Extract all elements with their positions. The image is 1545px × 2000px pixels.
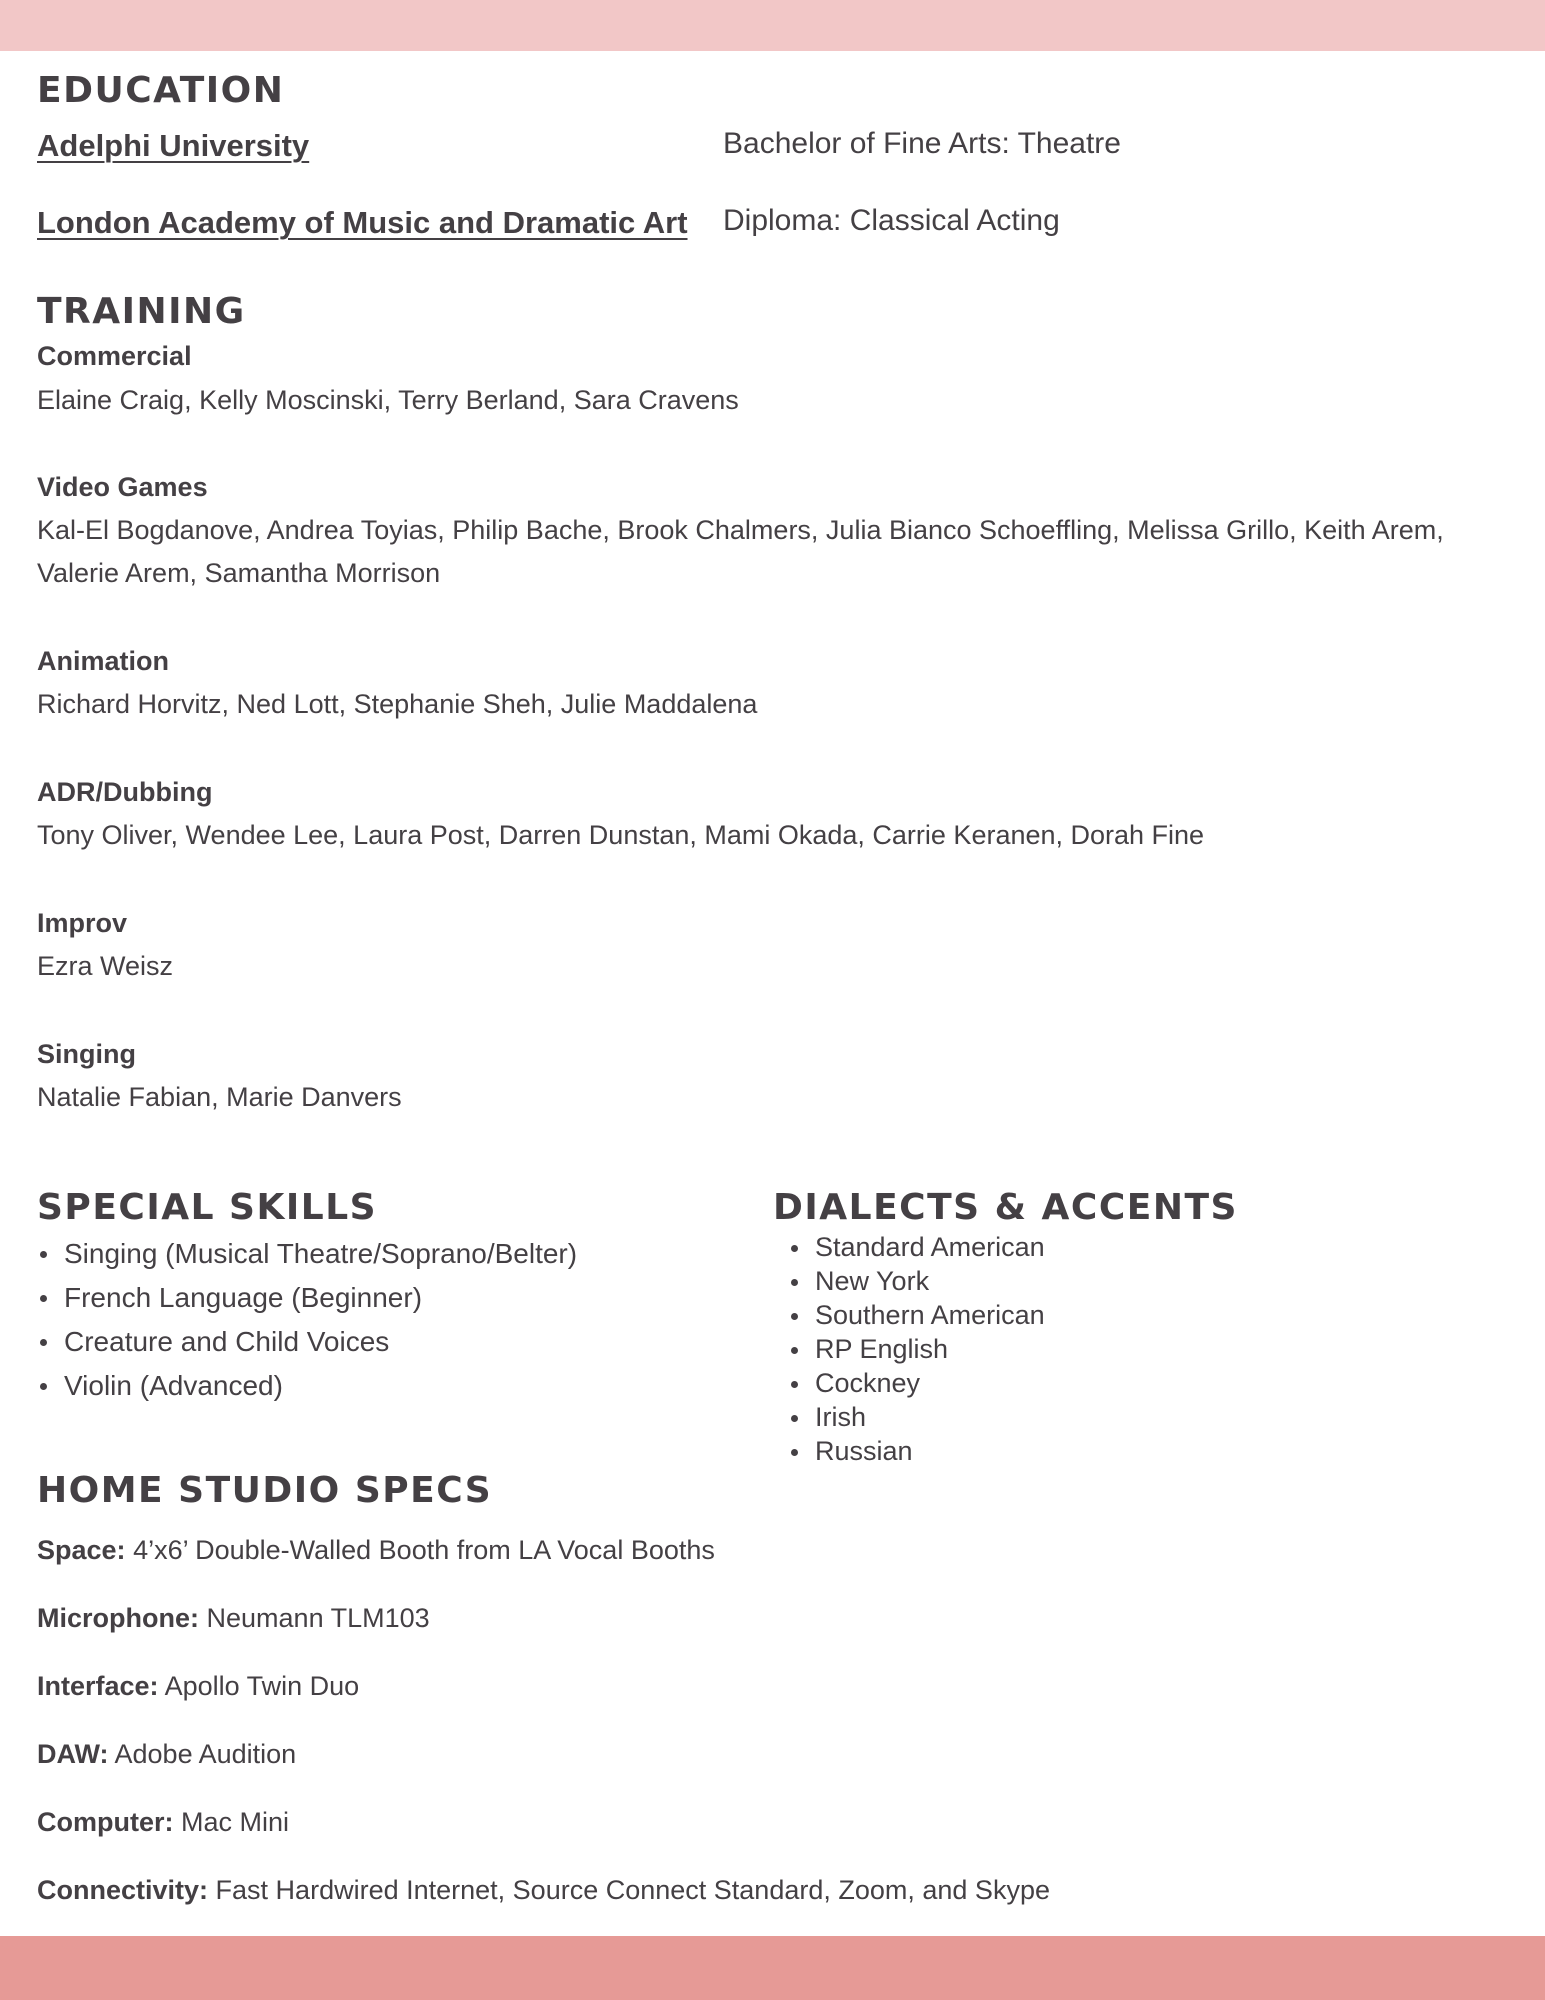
spec-value: Fast Hardwired Internet, Source Connect Standard, Zoom, and Skype [215, 1875, 1050, 1905]
list-item: Creature and Child Voices [37, 1320, 577, 1364]
spec-daw [37, 1741, 296, 1768]
training-category-title: Animation [37, 646, 169, 676]
list-item: RP English [773, 1332, 1045, 1366]
spec-label: Microphone: [37, 1603, 199, 1633]
special-skills-heading: SPECIAL SKILLS [37, 1187, 378, 1228]
school-adelphi-link[interactable]: Adelphi University [37, 128, 310, 163]
dialects-heading: DIALECTS & ACCENTS [773, 1187, 1238, 1228]
spec-microphone [37, 1605, 430, 1632]
list-item: Russian [773, 1434, 1045, 1468]
spec-label: Computer: [37, 1807, 174, 1837]
list-item: Standard American [773, 1230, 1045, 1264]
spec-label: Interface: [37, 1671, 159, 1701]
training-category-names: Elaine Craig, Kelly Moscinski, Terry Berland, Sara Cravens [37, 385, 739, 415]
training-category-names: Ezra Weisz [37, 951, 174, 981]
education-heading: EDUCATION [37, 70, 285, 111]
spec-computer [37, 1809, 289, 1836]
dialects-list [773, 1230, 1045, 1468]
spec-value: Mac Mini [181, 1807, 290, 1837]
bottom-color-band [0, 1936, 1545, 2000]
training-category-title: Commercial [37, 341, 192, 371]
spec-value: 4’x6’ Double-Walled Booth from LA Vocal Booths [133, 1535, 715, 1565]
training-category-title: Improv [37, 908, 128, 938]
spec-interface [37, 1673, 359, 1700]
studio-heading: HOME STUDIO SPECS [37, 1470, 493, 1511]
spec-label: DAW: [37, 1739, 109, 1769]
training-category-names: Kal-El Bogdanove, Andrea Toyias, Philip Bache, Brook Chalmers, Julia Bianco Schoeffling, Melissa Grillo, Keith Arem, Valerie Arem, Samantha Morrison [37, 515, 1444, 588]
list-item: New York [773, 1264, 1045, 1298]
training-heading: TRAINING [37, 291, 246, 332]
list-item: Singing (Musical Theatre/Soprano/Belter) [37, 1232, 577, 1276]
degree-adelphi: Bachelor of Fine Arts: Theatre [723, 127, 1121, 160]
training-category-title: Video Games [37, 472, 208, 502]
list-item: Irish [773, 1400, 1045, 1434]
top-color-band [0, 0, 1545, 51]
training-category-names: Tony Oliver, Wendee Lee, Laura Post, Darren Dunstan, Mami Okada, Carrie Keranen, Dorah Fine [37, 820, 1205, 850]
list-item: Cockney [773, 1366, 1045, 1400]
school-lamda-link[interactable]: London Academy of Music and Dramatic Art [37, 205, 688, 240]
training-category-names: Natalie Fabian, Marie Danvers [37, 1082, 402, 1112]
spec-label: Connectivity: [37, 1875, 209, 1905]
spec-value: Adobe Audition [114, 1739, 297, 1769]
training-category-names: Richard Horvitz, Ned Lott, Stephanie Sheh, Julie Maddalena [37, 689, 758, 719]
spec-connectivity [37, 1877, 1050, 1904]
list-item: French Language (Beginner) [37, 1276, 577, 1320]
spec-label: Space: [37, 1535, 126, 1565]
training-category-title: Singing [37, 1039, 136, 1069]
special-skills-list [37, 1232, 577, 1408]
degree-lamda: Diploma: Classical Acting [723, 204, 1060, 237]
list-item: Southern American [773, 1298, 1045, 1332]
training-category-title: ADR/Dubbing [37, 777, 213, 807]
spec-space [37, 1537, 715, 1564]
list-item: Violin (Advanced) [37, 1364, 577, 1408]
spec-value: Neumann TLM103 [206, 1603, 430, 1633]
spec-value: Apollo Twin Duo [164, 1671, 360, 1701]
